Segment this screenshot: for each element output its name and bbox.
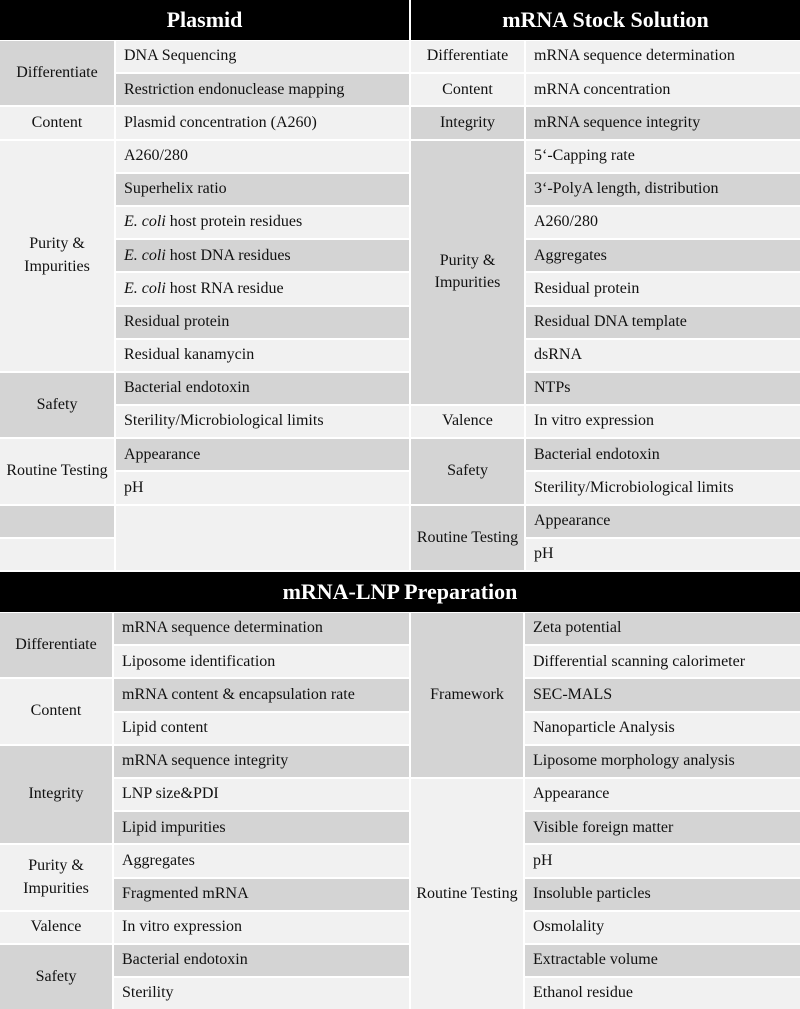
table-cell: SEC-MALS [525, 679, 800, 710]
table-cell [116, 240, 409, 271]
table-cell: Residual protein [116, 307, 409, 338]
table-cell: In vitro expression [526, 406, 800, 437]
category-safety: Safety [0, 373, 114, 437]
category-purity-impurities: Purity & Impurities [411, 141, 524, 405]
organism-name: E. coli [124, 246, 166, 264]
table-cell: Fragmented mRNA [114, 879, 409, 910]
table-cell: A260/280 [526, 207, 800, 238]
category-purity-impurities: Purity & Impurities [0, 845, 112, 909]
table-cell: Restriction endonuclease mapping [116, 74, 409, 105]
table-cell-text: host protein residues [169, 213, 303, 231]
table-cell: Extractable volume [525, 945, 800, 976]
category-content: Content [0, 107, 114, 138]
table-cell: DNA Sequencing [116, 41, 409, 72]
category-safety: Safety [411, 439, 524, 503]
lnp-header: mRNA-LNP Preparation [0, 572, 800, 612]
category-differentiate: Differentiate [411, 41, 524, 72]
table-cell: mRNA sequence determination [526, 41, 800, 72]
plasmid-header: Plasmid [0, 0, 409, 40]
table-cell: Aggregates [526, 240, 800, 271]
category-purity-impurities: Purity & Impurities [0, 141, 114, 371]
category-safety: Safety [0, 945, 112, 1009]
table-cell: Plasmid concentration (A260) [116, 107, 409, 138]
table-cell: pH [525, 845, 800, 876]
table-cell: 3‘-PolyA length, distribution [526, 174, 800, 205]
table-cell: Superhelix ratio [116, 174, 409, 205]
table-cell: Bacterial endotoxin [116, 373, 409, 404]
category-routine-testing: Routine Testing [0, 439, 114, 503]
table-cell-text: host RNA residue [169, 279, 284, 297]
table-cell: Residual DNA template [526, 307, 800, 338]
table-cell: In vitro expression [114, 912, 409, 943]
empty-cell [0, 539, 114, 570]
category-routine-testing: Routine Testing [411, 506, 524, 570]
organism-name: E. coli [124, 279, 166, 297]
table-cell: mRNA concentration [526, 74, 800, 105]
table-cell: Appearance [525, 779, 800, 810]
table-cell: Sterility/Microbiological limits [526, 472, 800, 503]
category-routine-testing: Routine Testing [411, 779, 523, 1009]
table-cell [116, 273, 409, 304]
table-cell: Residual protein [526, 273, 800, 304]
table-cell: mRNA sequence determination [114, 613, 409, 644]
table-cell: pH [526, 539, 800, 570]
category-integrity: Integrity [411, 107, 524, 138]
table-cell: 5‘-Capping rate [526, 141, 800, 172]
table-cell: Ethanol residue [525, 978, 800, 1009]
table-cell: Bacterial endotoxin [526, 439, 800, 470]
table-cell [116, 207, 409, 238]
table-cell: NTPs [526, 373, 800, 404]
category-valence: Valence [0, 912, 112, 943]
lnp-table [0, 613, 800, 1008]
organism-name: E. coli [124, 213, 166, 231]
table-cell: Insoluble particles [525, 879, 800, 910]
table-cell: Appearance [526, 506, 800, 537]
table-cell: Sterility/Microbiological limits [116, 406, 409, 437]
table-cell: Lipid content [114, 713, 409, 744]
table-cell: Nanoparticle Analysis [525, 713, 800, 744]
table-cell: Bacterial endotoxin [114, 945, 409, 976]
table-cell: Zeta potential [525, 613, 800, 644]
empty-cell [116, 506, 409, 570]
table-cell: Visible foreign matter [525, 812, 800, 843]
category-content: Content [0, 679, 112, 743]
category-differentiate: Differentiate [0, 41, 114, 105]
table-cell: Appearance [116, 439, 409, 470]
table-cell-text: host DNA residues [169, 246, 291, 264]
table-cell: dsRNA [526, 340, 800, 371]
table-cell: LNP size&PDI [114, 779, 409, 810]
table-cell: Liposome identification [114, 646, 409, 677]
category-integrity: Integrity [0, 746, 112, 844]
category-content: Content [411, 74, 524, 105]
mrna-stock-header: mRNA Stock Solution [411, 0, 800, 40]
table-cell: Differential scanning calorimeter [525, 646, 800, 677]
category-valence: Valence [411, 406, 524, 437]
table-cell: Lipid impurities [114, 812, 409, 843]
table-cell: Aggregates [114, 845, 409, 876]
table-cell: Residual kanamycin [116, 340, 409, 371]
table-cell: mRNA sequence integrity [114, 746, 409, 777]
table-cell: Sterility [114, 978, 409, 1009]
mrna-stock-table [411, 41, 800, 568]
empty-cell [0, 506, 114, 537]
table-cell: mRNA content & encapsulation rate [114, 679, 409, 710]
table-cell: Osmolality [525, 912, 800, 943]
table-cell: A260/280 [116, 141, 409, 172]
table-cell: mRNA sequence integrity [526, 107, 800, 138]
table-cell: pH [116, 472, 409, 503]
plasmid-table [0, 41, 409, 568]
category-framework: Framework [411, 613, 523, 777]
table-cell: Liposome morphology analysis [525, 746, 800, 777]
category-differentiate: Differentiate [0, 613, 112, 677]
